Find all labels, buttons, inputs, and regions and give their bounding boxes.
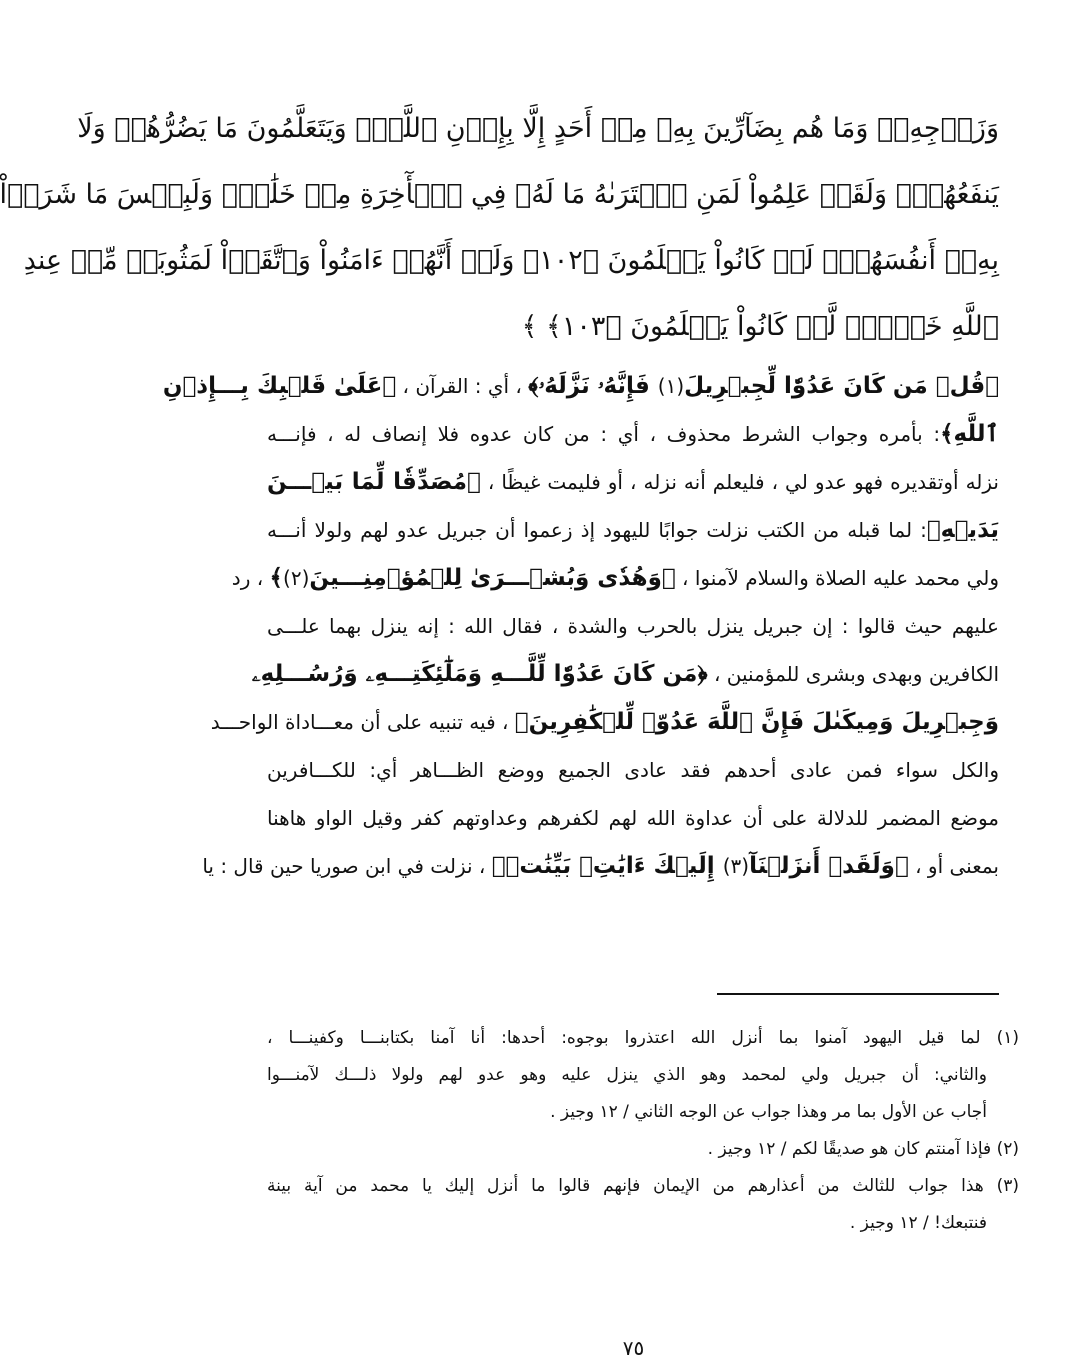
commentary-segment: ، رد bbox=[231, 566, 270, 590]
commentary-line bbox=[162, 362, 999, 410]
verse-quote: ﴿وَهُدٗى وَبُشۡـــرَىٰ لِلۡمُؤۡمِنِـــينَ bbox=[309, 565, 676, 591]
commentary-line bbox=[267, 746, 999, 794]
commentary-line bbox=[202, 842, 999, 890]
commentary-line bbox=[267, 410, 999, 458]
commentary-segment: ، نزلت في ابن صوريا حين قال : يا bbox=[202, 854, 492, 878]
commentary-segment: ، فيه تنبيه على أن معـــاداة الواحـــد bbox=[210, 710, 515, 734]
commentary-line bbox=[231, 554, 999, 602]
commentary-segment: بمعنى أو ، bbox=[908, 854, 999, 878]
commentary-line bbox=[267, 506, 999, 554]
commentary-line bbox=[267, 458, 999, 506]
footnotes bbox=[267, 1020, 1019, 1242]
footnote-line: (٣) هذا جواب للثالث من أعذارهم من الإيمان فإنهم قالوا ما أنزل إليك يا محمد من آية بينة bbox=[267, 1176, 1019, 1196]
quran-line: بِهِۦٓ أَنفُسَهُمۡۚ لَوۡ كَانُواْ يَعۡلَمُونَ ﴿١٠٢﴾ وَلَوۡ أَنَّهُمۡ ءَامَنُواْ وَٱتَّقَوۡاْ لَمَثُوبَةٞ مِّنۡ عِندِ bbox=[23, 245, 999, 276]
commentary-segment: (١) bbox=[657, 374, 685, 398]
quran-line: يَنفَعُهُمۡۚ وَلَقَدۡ عَلِمُواْ لَمَنِ ٱشۡتَرَىٰهُ مَا لَهُۥ فِي ٱلۡأٓخِرَةِ مِنۡ خَلَٰقٖۚ وَلَبِئۡسَ مَا شَرَوۡاْ bbox=[0, 179, 999, 210]
footnote-divider bbox=[717, 993, 999, 995]
verse-quote: ﴿قُلۡ مَن كَانَ عَدُوّٗا لِّجِبۡرِيلَ bbox=[684, 373, 999, 399]
commentary-segment: : لما قبله من الكتب نزلت جوابًا لليهود إذ زعموا أن جبريل عدو لهم ولولا أنـــه bbox=[267, 518, 927, 542]
commentary-segment: عليهم حيث قالوا : إن جبريل ينزل بالحرب والشدة ، فقال الله : إنه ينزل بهما علـــى bbox=[267, 614, 999, 638]
verse-quote: ﴿عَلَىٰ قَلۡبِكَ بِـــإِذۡنِ bbox=[162, 373, 397, 399]
footnote-line: والثاني: أن جبريل ولي لمحمد وهو الذي ينزل عليه وهو عدو لهم ولولا ذلـــك لآمنـــوا bbox=[267, 1065, 987, 1085]
commentary-segment: : بأمره وجواب الشرط محذوف ، أي : من كان عدوه فلا إنصاف له ، فإنـــه bbox=[267, 422, 941, 446]
commentary-segment: نزله أوتقديره فهو عدو لي ، فليعلم أنه نزله ، أو فليمت غيظًا ، bbox=[480, 470, 999, 494]
verse-quote: ﴿وَلَقَدۡ أَنزَلۡنَآ bbox=[749, 853, 909, 879]
commentary-line bbox=[267, 794, 999, 842]
verse-quote: وَجِبۡرِيلَ وَمِيكَىٰلَ فَإِنَّ ٱللَّهَ عَدُوّٞ لِّلۡكَٰفِرِينَ﴾ bbox=[514, 709, 999, 735]
footnote-line: أجاب عن الأول بما مر وهذا جواب عن الوجه الثاني / ١٢ وجيز . bbox=[550, 1102, 987, 1122]
quran-line: وَزَوۡجِهِۦۚ وَمَا هُم بِضَآرِّينَ بِهِۦ مِنۡ أَحَدٍ إِلَّا بِإِذۡنِ ٱللَّهِۚ وَيَتَعَلَّمُونَ مَا يَضُرُّهُمۡ وَلَا bbox=[77, 113, 999, 144]
verse-quote: ﴿مَن كَانَ عَدُوّٗا لِّلَّـــهِ وَمَلَٰٓئِكَتِـــهِۦ وَرُسُـــلِهِۦ bbox=[251, 661, 708, 687]
commentary-segment: والكل سواء فمن عادى أحدهم فقد عادى الجميع ووضع الظـــاهر أي: للكـــافرين bbox=[267, 758, 999, 782]
verse-quote: إِلَيۡكَ ءَايَٰتِۭ بَيِّنَٰتٖ﴾ bbox=[491, 853, 723, 879]
commentary-line bbox=[210, 698, 999, 746]
verse-quote: ٱللَّهِ﴾ bbox=[940, 421, 999, 447]
commentary-segment: (٢) bbox=[283, 566, 310, 590]
commentary-line bbox=[267, 602, 999, 650]
quran-line: ٱللَّهِ خَيۡرٞۚ لَّوۡ كَانُواْ يَعۡلَمُونَ ﴿١٠٣﴾ ﴾ bbox=[521, 311, 999, 342]
footnote-line: (٢) فإذا آمنتم كان هو صديقًا لكم / ١٢ وجيز . bbox=[707, 1139, 1019, 1159]
commentary-segment: (٣) bbox=[722, 854, 750, 878]
commentary-line bbox=[251, 650, 999, 698]
commentary-text bbox=[162, 362, 999, 890]
footnote-line: (١) لما قيل اليهود آمنوا بما أنزل الله اعتذروا بوجوه: أحدها: أنا آمنا بكتابنـــا وكفينـــا ، bbox=[267, 1028, 1019, 1048]
commentary-segment: ، أي : القرآن ، bbox=[396, 374, 529, 398]
commentary-segment: موضع المضمر للدلالة على أن عداوة الله لهم لكفرهم وعداوتهم كفر وقيل الواو هاهنا bbox=[267, 806, 999, 830]
quran-verses bbox=[0, 96, 999, 360]
commentary-segment: الكافرين وبهدى وبشرى للمؤمنين ، bbox=[707, 662, 999, 686]
footnote-line: فنتبعك! / ١٢ وجيز . bbox=[849, 1213, 987, 1233]
verse-quote: فَإِنَّهُۥ نَزَّلَهُۥ﴾ bbox=[528, 373, 658, 399]
verse-quote: ﴿مُصَدِّقٗا لِّمَا بَيۡـــنَ bbox=[267, 469, 481, 495]
commentary-segment: ولي محمد عليه الصلاة والسلام لآمنوا ، bbox=[675, 566, 999, 590]
verse-quote: يَدَيۡهِ﴾ bbox=[926, 517, 999, 543]
verse-quote: ﴾ bbox=[269, 565, 284, 591]
page-number: ٧٥ bbox=[622, 1336, 645, 1360]
